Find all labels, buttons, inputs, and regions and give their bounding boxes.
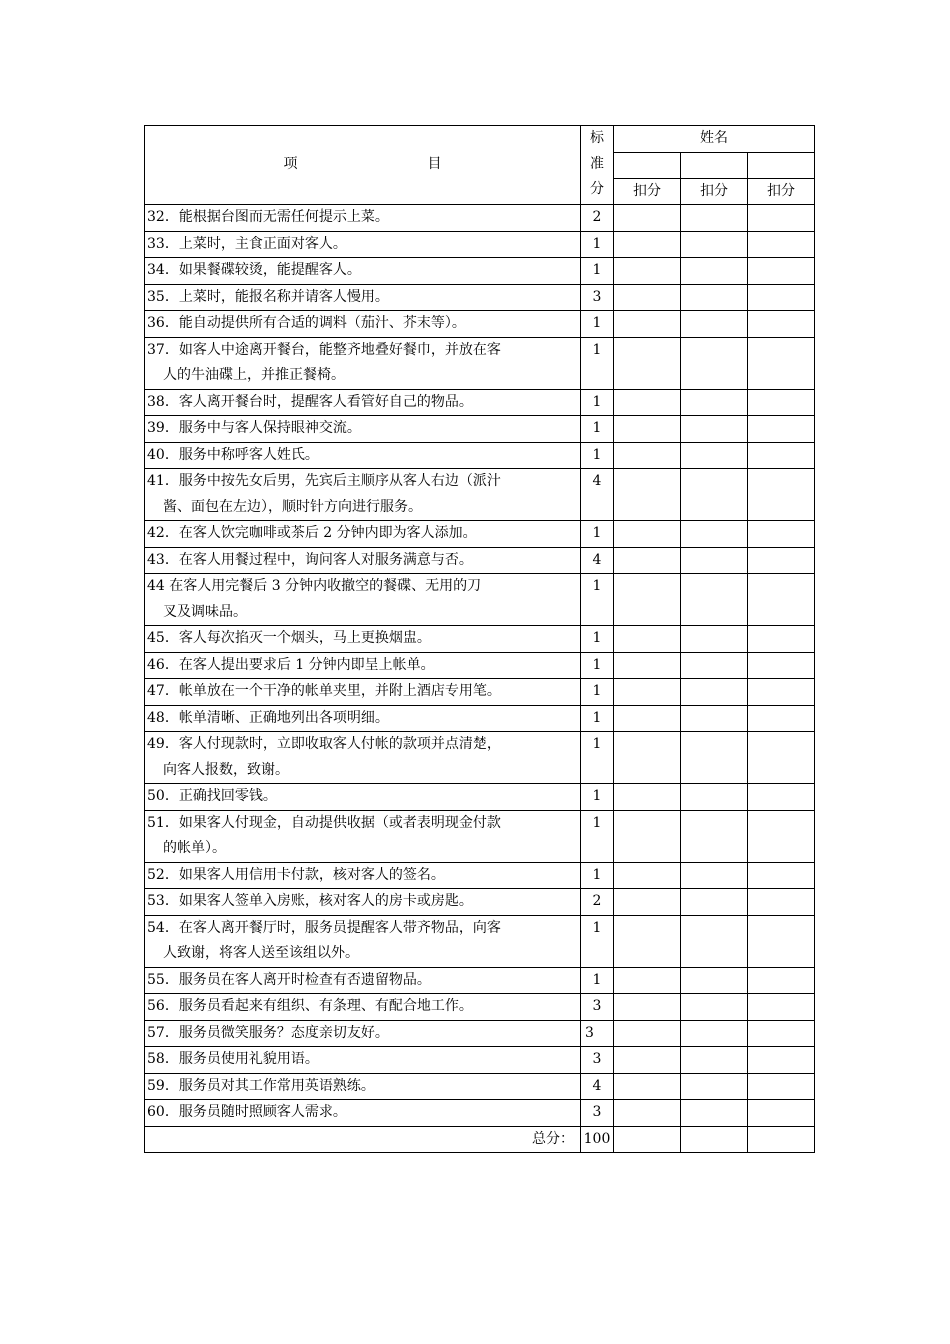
standard-score: 1 [581,258,614,285]
table-row [145,1100,815,1127]
deduction-cell-3[interactable] [748,416,815,443]
item-line-1: 57．服务员微笑服务？态度亲切友好。 [147,1024,389,1041]
item-description [145,732,581,784]
standard-header-char-2: 准 [590,155,604,172]
item-line-1: 53．如果客人签单入房账，核对客人的房卡或房匙。 [147,893,473,909]
deduction-cell-2[interactable] [681,1073,748,1100]
item-description [145,679,581,706]
deduction-cell-2[interactable] [681,652,748,679]
deduction-cell-3[interactable] [748,521,815,548]
item-description [145,231,581,258]
deduct-header-3: 扣分 [748,178,815,205]
item-description [145,1020,581,1047]
table-row [145,862,815,889]
deduction-cell-3[interactable] [748,652,815,679]
deduction-cell-3[interactable] [748,337,815,389]
item-description [145,205,581,232]
deduction-cell-1[interactable] [614,732,681,784]
deduction-cell-1[interactable] [614,442,681,469]
item-line-1: 45．客人每次掐灭一个烟头，马上更换烟盅。 [147,630,431,646]
name-input-1[interactable] [614,152,681,178]
deduction-cell-2[interactable] [681,705,748,732]
table-row [145,732,815,784]
deduction-cell-1[interactable] [614,574,681,626]
item-line-1: 41．服务中按先女后男，先宾后主顺序从客人右边（派汁 [147,473,501,489]
deduction-cell-3[interactable] [748,1047,815,1074]
item-description [145,1100,581,1127]
deduction-cell-2[interactable] [681,231,748,258]
item-line-1: 32．能根据台图而无需任何提示上菜。 [147,209,389,225]
deduction-cell-2[interactable] [681,889,748,916]
item-description [145,337,581,389]
item-line-2: 的帐单）。 [163,840,226,856]
item-description [145,889,581,916]
table-row [145,915,815,967]
item-description [145,258,581,285]
deduction-cell-2[interactable] [681,416,748,443]
total-row [145,1126,815,1153]
deduction-cell-2[interactable] [681,311,748,338]
standard-score-header [581,126,614,205]
table-row [145,784,815,811]
deduction-cell-1[interactable] [614,389,681,416]
item-description [145,284,581,311]
deduction-cell-2[interactable] [681,547,748,574]
standard-score: 1 [581,810,614,862]
item-header-char-1: 项 [283,156,298,173]
table-row [145,231,815,258]
standard-score: 1 [581,652,614,679]
name-input-2[interactable] [681,152,748,178]
deduction-cell-1[interactable] [614,784,681,811]
table-row [145,547,815,574]
standard-header-char-3: 分 [590,181,604,197]
deduction-cell-3[interactable] [748,1020,815,1047]
deduction-cell-1[interactable] [614,626,681,653]
item-description [145,967,581,994]
deduction-cell-1[interactable] [614,547,681,574]
item-description [145,574,581,626]
item-line-1: 34．如果餐碟较烫，能提醒客人。 [147,262,361,278]
item-description [145,626,581,653]
deduction-cell-2[interactable] [681,258,748,285]
standard-score: 1 [581,574,614,626]
item-line-1: 38．客人离开餐台时，提醒客人看管好自己的物品。 [147,393,473,410]
deduction-cell-1[interactable] [614,1020,681,1047]
item-line-1: 60．服务员随时照顾客人需求。 [147,1104,347,1120]
deduction-cell-2[interactable] [681,679,748,706]
deduction-cell-1[interactable] [614,231,681,258]
table-row [145,679,815,706]
deduction-cell-1[interactable] [614,258,681,285]
standard-score: 1 [581,337,614,389]
item-description [145,915,581,967]
table-row [145,705,815,732]
item-line-1: 39．服务中与客人保持眼神交流。 [147,420,361,436]
item-line-1: 42．在客人饮完咖啡或茶后 2 分钟内即为客人添加。 [147,525,477,541]
deduction-cell-1[interactable] [614,705,681,732]
deduction-cell-3[interactable] [748,732,815,784]
item-line-1: 36．能自动提供所有合适的调料（茄汁、芥末等）。 [147,315,466,331]
standard-score: 1 [581,231,614,258]
item-description [145,416,581,443]
standard-score: 1 [581,915,614,967]
deduction-cell-3[interactable] [748,784,815,811]
table-row [145,1047,815,1074]
deduction-cell-2[interactable] [681,862,748,889]
deduction-cell-1[interactable] [614,810,681,862]
item-line-1: 56．服务员看起来有组织、有条理、有配合地工作。 [147,998,473,1014]
item-line-1: 43．在客人用餐过程中，询问客人对服务满意与否。 [147,551,473,568]
deduction-cell-1[interactable] [614,994,681,1021]
deduction-cell-2[interactable] [681,574,748,626]
table-row [145,469,815,521]
standard-score: 1 [581,416,614,443]
item-line-1: 52．如果客人用信用卡付款，核对客人的签名。 [147,866,445,883]
deduct-header-2: 扣分 [681,178,748,205]
item-line-2: 叉及调味品。 [163,603,247,620]
item-line-1: 55．服务员在客人离开时检查有否遗留物品。 [147,971,431,988]
deduction-cell-2[interactable] [681,626,748,653]
deduct-header-1: 扣分 [614,178,681,205]
evaluation-table [144,125,815,1153]
deduction-cell-1[interactable] [614,205,681,232]
deduction-cell-3[interactable] [748,915,815,967]
deduction-cell-2[interactable] [681,205,748,232]
deduction-cell-2[interactable] [681,915,748,967]
deduction-cell-3[interactable] [748,705,815,732]
deduction-cell-2[interactable] [681,994,748,1021]
deduction-cell-1[interactable] [614,311,681,338]
item-description [145,862,581,889]
deduction-cell-1[interactable] [614,652,681,679]
item-line-1: 51．如果客人付现金，自动提供收据（或者表明现金付款 [147,814,501,831]
table-row [145,389,815,416]
item-line-2: 酱、面包在左边），顺时针方向进行服务。 [163,498,422,515]
deduction-cell-3[interactable] [748,967,815,994]
deduction-cell-3[interactable] [748,469,815,521]
standard-score: 1 [581,389,614,416]
item-line-1: 35．上菜时，能报名称并请客人慢用。 [147,288,389,305]
standard-score: 1 [581,679,614,706]
item-line-1: 37．如客人中途离开餐台，能整齐地叠好餐巾，并放在客 [147,341,501,358]
deduction-cell-2[interactable] [681,469,748,521]
deduction-cell-2[interactable] [681,784,748,811]
item-line-1: 40．服务中称呼客人姓氏。 [147,446,319,463]
deduction-cell-2[interactable] [681,337,748,389]
deduction-cell-1[interactable] [614,416,681,443]
deduction-cell-3[interactable] [748,994,815,1021]
table-row [145,574,815,626]
table-row [145,311,815,338]
deduction-cell-3[interactable] [748,258,815,285]
standard-score: 4 [581,1073,614,1100]
standard-score: 1 [581,521,614,548]
total-deduction-cell-3[interactable] [748,1126,815,1153]
table-row [145,1020,815,1047]
item-description [145,311,581,338]
name-input-3[interactable] [748,152,815,178]
deduction-cell-3[interactable] [748,679,815,706]
deduction-cell-1[interactable] [614,862,681,889]
deduction-cell-1[interactable] [614,1047,681,1074]
item-description [145,652,581,679]
deduction-cell-1[interactable] [614,915,681,967]
deduction-cell-3[interactable] [748,1073,815,1100]
deduction-cell-2[interactable] [681,442,748,469]
deduction-cell-1[interactable] [614,967,681,994]
table-row [145,205,815,232]
deduction-cell-3[interactable] [748,547,815,574]
deduction-cell-3[interactable] [748,442,815,469]
total-label: 总分： [145,1126,581,1153]
deduction-cell-2[interactable] [681,810,748,862]
deduction-cell-2[interactable] [681,389,748,416]
table-row [145,258,815,285]
item-description [145,1073,581,1100]
deduction-cell-2[interactable] [681,521,748,548]
standard-score: 4 [581,547,614,574]
item-line-1: 59．服务员对其工作常用英语熟练。 [147,1077,375,1094]
table-row [145,652,815,679]
table-row [145,416,815,443]
standard-score: 1 [581,442,614,469]
item-description [145,705,581,732]
table-row [145,337,815,389]
item-description [145,547,581,574]
deduction-cell-1[interactable] [614,284,681,311]
item-description [145,784,581,811]
item-line-1: 33．上菜时，主食正面对客人。 [147,235,347,252]
name-header: 姓名 [614,126,815,153]
deduction-cell-2[interactable] [681,1020,748,1047]
standard-score: 1 [581,705,614,732]
deduction-cell-1[interactable] [614,521,681,548]
standard-header-char-1: 标 [590,130,604,146]
item-description [145,1047,581,1074]
deduction-cell-2[interactable] [681,967,748,994]
item-line-2: 人的牛油碟上，并推正餐椅。 [163,367,345,383]
deduction-cell-2[interactable] [681,1100,748,1127]
deduction-cell-2[interactable] [681,1047,748,1074]
item-description [145,389,581,416]
item-header [145,126,581,205]
deduction-cell-3[interactable] [748,284,815,311]
deduction-cell-2[interactable] [681,284,748,311]
deduction-cell-1[interactable] [614,679,681,706]
total-deduction-cell-2[interactable] [681,1126,748,1153]
standard-score: 1 [581,311,614,338]
deduction-cell-1[interactable] [614,337,681,389]
item-description [145,994,581,1021]
table-row [145,442,815,469]
standard-score: 2 [581,205,614,232]
deduction-cell-3[interactable] [748,1100,815,1127]
standard-score: 3 [581,994,614,1021]
item-line-1: 58．服务员使用礼貌用语。 [147,1051,319,1067]
item-line-1: 49．客人付现款时，立即收取客人付帐的款项并点清楚， [147,736,501,752]
item-description [145,442,581,469]
standard-score: 1 [581,784,614,811]
standard-score: 1 [581,626,614,653]
item-line-1: 47．帐单放在一个干净的帐单夹里，并附上酒店专用笔。 [147,683,501,699]
table-row [145,521,815,548]
table-row [145,1073,815,1100]
standard-score: 3 [581,284,614,311]
deduction-cell-3[interactable] [748,626,815,653]
deduction-cell-3[interactable] [748,810,815,862]
deduction-cell-3[interactable] [748,389,815,416]
deduction-cell-1[interactable] [614,1100,681,1127]
standard-score: 3 [581,1100,614,1127]
item-header-char-2: 目 [427,156,442,173]
item-line-1: 48．帐单清晰、正确地列出各项明细。 [147,709,389,726]
standard-score: 4 [581,469,614,521]
deduction-cell-3[interactable] [748,574,815,626]
item-description [145,521,581,548]
standard-score: 3 [581,1020,614,1047]
item-line-1: 44 在客人用完餐后 3 分钟内收撤空的餐碟、无用的刀 [147,578,482,594]
deduction-cell-1[interactable] [614,889,681,916]
standard-score: 3 [581,1047,614,1074]
standard-score: 1 [581,862,614,889]
item-line-1: 50．正确找回零钱。 [147,788,277,804]
table-row [145,284,815,311]
item-line-2: 向客人报数，致谢。 [163,761,289,778]
total-value: 100 [581,1126,614,1153]
item-line-1: 54．在客人离开餐厅时，服务员提醒客人带齐物品，向客 [147,919,501,936]
item-line-2: 人致谢，将客人送至该组以外。 [163,945,359,961]
standard-score: 1 [581,967,614,994]
deduction-cell-2[interactable] [681,732,748,784]
deduction-cell-1[interactable] [614,1073,681,1100]
standard-score: 1 [581,732,614,784]
table-row [145,889,815,916]
deduction-cell-1[interactable] [614,469,681,521]
deduction-cell-3[interactable] [748,231,815,258]
deduction-cell-3[interactable] [748,862,815,889]
table-row [145,994,815,1021]
table-row [145,967,815,994]
deduction-cell-3[interactable] [748,889,815,916]
deduction-cell-3[interactable] [748,311,815,338]
item-description [145,469,581,521]
item-line-1: 46．在客人提出要求后 1 分钟内即呈上帐单。 [147,656,435,673]
standard-score: 2 [581,889,614,916]
deduction-cell-3[interactable] [748,205,815,232]
table-row [145,810,815,862]
item-description [145,810,581,862]
total-deduction-cell-1[interactable] [614,1126,681,1153]
table-row [145,626,815,653]
